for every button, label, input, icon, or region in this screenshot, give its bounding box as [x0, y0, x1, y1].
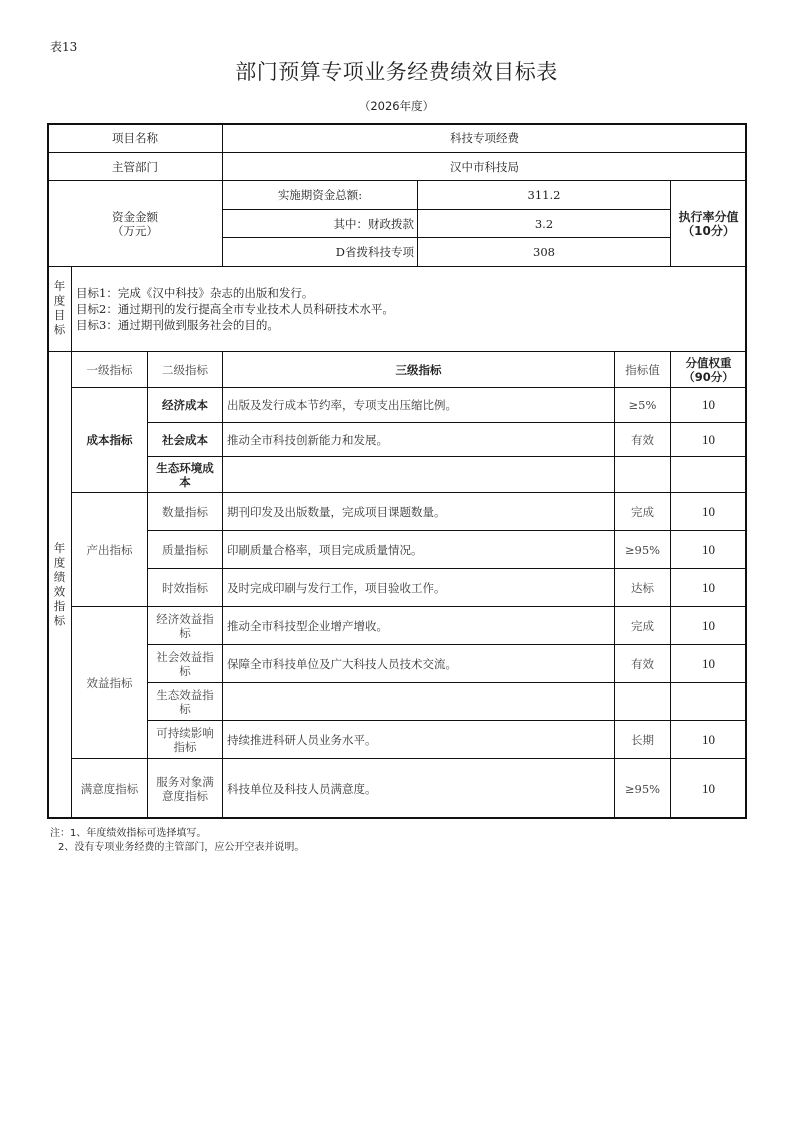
- level2-indicator: 生态环境成本: [147, 456, 223, 493]
- total-funds-label: 实施期资金总额:: [222, 180, 418, 210]
- indicator-value: 达标: [614, 568, 671, 607]
- level2-indicator: 社会成本: [147, 422, 223, 457]
- indicator-value: 有效: [614, 422, 671, 457]
- provincial-funds-label: D省拨科技专项: [222, 237, 418, 267]
- level2-indicator: 经济效益指标: [147, 606, 223, 645]
- indicator-weight: 10: [670, 387, 747, 423]
- level2-indicator: 生态效益指标: [147, 682, 223, 721]
- level1-indicator: 产出指标: [71, 492, 148, 607]
- page-title: 部门预算专项业务经费绩效目标表: [235, 60, 558, 84]
- provincial-funds-value: 308: [417, 237, 671, 267]
- project-name-value: 科技专项经费: [222, 123, 747, 153]
- annual-goal-item: 目标3：通过期刊做到服务社会的目的。: [76, 318, 279, 332]
- indicator-weight: 10: [670, 422, 747, 457]
- annual-goal-item: 目标1：完成《汉中科技》杂志的出版和发行。: [76, 286, 314, 300]
- indicator-weight: [670, 456, 747, 493]
- level2-indicator: 服务对象满意度指标: [147, 758, 223, 819]
- header-weight: [670, 351, 747, 388]
- indicator-weight: 10: [670, 492, 747, 531]
- level3-indicator: 及时完成印刷与发行工作，项目验收工作。: [222, 568, 615, 607]
- indicator-weight: 10: [670, 644, 747, 683]
- indicator-weight: 10: [670, 606, 747, 645]
- level2-indicator: 可持续影响指标: [147, 720, 223, 759]
- level3-indicator: [222, 682, 615, 721]
- note-2: 2、没有专项业务经费的主管部门，应公开空表并说明。: [58, 842, 305, 853]
- level2-indicator: 社会效益指标: [147, 644, 223, 683]
- level1-indicator: 效益指标: [71, 606, 148, 759]
- department-label: 主管部门: [47, 152, 223, 181]
- level2-indicator: 数量指标: [147, 492, 223, 531]
- indicator-value: ≥95%: [614, 530, 671, 569]
- indicator-weight: [670, 682, 747, 721]
- level2-indicator: 经济成本: [147, 387, 223, 423]
- level3-indicator: 出版及发行成本节约率，专项支出压缩比例。: [222, 387, 615, 423]
- funds-label-line2: （万元）: [112, 223, 158, 238]
- indicator-weight: 10: [670, 568, 747, 607]
- indicator-value: [614, 456, 671, 493]
- fiscal-funds-label: 其中：财政拨款: [222, 209, 418, 238]
- annual-indicators-label: 年度绩效指标: [47, 351, 72, 819]
- level3-indicator: 保障全市科技单位及广大科技人员技术交流。: [222, 644, 615, 683]
- execution-rate-line1: 执行率分值: [678, 209, 739, 224]
- header-level1: 一级指标: [71, 351, 148, 388]
- level3-indicator: 期刊印发及出版数量，完成项目课题数量。: [222, 492, 615, 531]
- level3-indicator: 印刷质量合格率，项目完成质量情况。: [222, 530, 615, 569]
- indicator-value: 完成: [614, 606, 671, 645]
- indicator-weight: 10: [670, 720, 747, 759]
- header-value: 指标值: [614, 351, 671, 388]
- fiscal-funds-value: 3.2: [417, 209, 671, 238]
- annual-goals-label: 年度目标: [47, 266, 72, 352]
- header-weight-line2: （90分）: [683, 369, 734, 384]
- annual-goal-item: 目标2：通过期刊的发行提高全市专业技术人员科研技术水平。: [76, 302, 394, 316]
- indicator-value: 有效: [614, 644, 671, 683]
- funds-label-line1: 资金金额: [112, 209, 158, 224]
- fiscal-year: （2026年度）: [358, 99, 435, 113]
- funds-label: [47, 180, 223, 267]
- level1-indicator: 成本指标: [71, 387, 148, 493]
- indicator-value: ≥95%: [614, 758, 671, 819]
- header-level3: 三级指标: [222, 351, 615, 388]
- table-number: 表13: [50, 40, 78, 54]
- header-level2: 二级指标: [147, 351, 223, 388]
- indicator-value: 完成: [614, 492, 671, 531]
- indicator-weight: 10: [670, 758, 747, 819]
- level3-indicator: 推动全市科技型企业增产增收。: [222, 606, 615, 645]
- indicator-weight: 10: [670, 530, 747, 569]
- indicator-value: 长期: [614, 720, 671, 759]
- execution-rate-score: [670, 180, 747, 267]
- level1-indicator: 满意度指标: [71, 758, 148, 819]
- total-funds-value: 311.2: [417, 180, 671, 210]
- level2-indicator: 质量指标: [147, 530, 223, 569]
- execution-rate-line2: （10分）: [682, 223, 735, 238]
- department-value: 汉中市科技局: [222, 152, 747, 181]
- level3-indicator: 科技单位及科技人员满意度。: [222, 758, 615, 819]
- project-name-label: 项目名称: [47, 123, 223, 153]
- indicator-value: ≥5%: [614, 387, 671, 423]
- level3-indicator: 持续推进科研人员业务水平。: [222, 720, 615, 759]
- indicator-value: [614, 682, 671, 721]
- note-1: 注：1、年度绩效指标可选择填写。: [50, 828, 207, 839]
- level3-indicator: [222, 456, 615, 493]
- header-weight-line1: 分值权重: [685, 355, 732, 370]
- annual-goals-content: [71, 266, 747, 352]
- level3-indicator: 推动全市科技创新能力和发展。: [222, 422, 615, 457]
- level2-indicator: 时效指标: [147, 568, 223, 607]
